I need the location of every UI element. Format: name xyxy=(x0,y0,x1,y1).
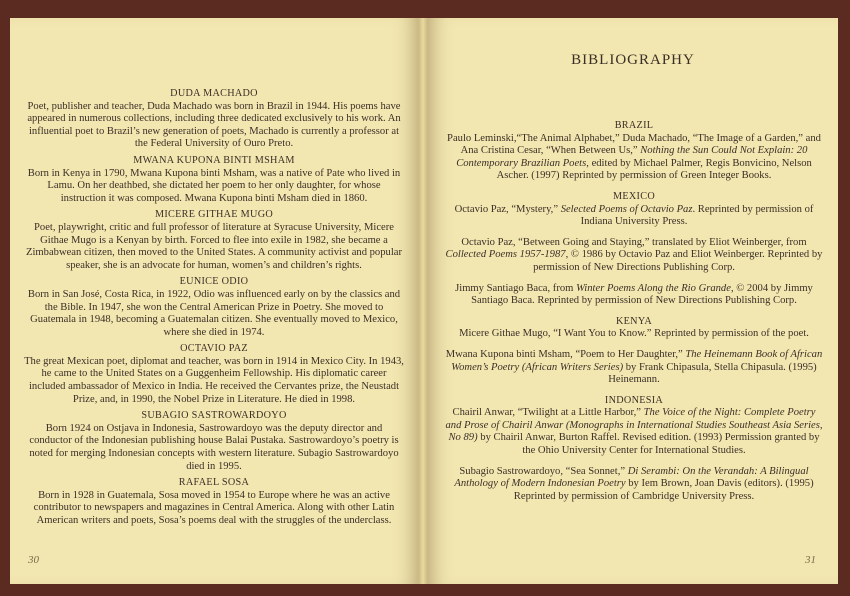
page-number-left: 30 xyxy=(28,554,39,566)
entry-text: Jimmy Santiago Baca, from xyxy=(455,282,577,294)
bibliography-entry xyxy=(444,133,824,183)
bio-subagio xyxy=(24,410,404,473)
entry-text: , edited by Michael Palmer, Regis Bonvicino, Nelson Ascher. (1997) Reprinted by permission of Green Integer Books. xyxy=(496,157,812,182)
bio-name: SUBAGIO SASTROWARDOYO xyxy=(141,410,287,422)
bio-micere-mugo xyxy=(24,209,404,272)
bio-mwana-kupona xyxy=(24,155,404,205)
bio-text: The great Mexican poet, diplomat and teacher, was born in 1914 in Mexico City. In 1943, he came to the United States on a Guggenheim Fellowship. His diplomatic career included ambassador of Mexico in India. He received the Cervantes prize, the Neustadt Prize, and, in 1990, the Nobel Prize in Literature. He died in 1998. xyxy=(24,355,404,405)
bio-duda-machado xyxy=(24,88,404,151)
bio-name: MWANA KUPONA BINTI MSHAM xyxy=(133,154,295,166)
bio-rafael-sosa xyxy=(24,477,404,527)
region-kenya xyxy=(444,316,824,387)
entry-text: Chairil Anwar, “Twilight at a Little Harbor,” xyxy=(452,407,644,419)
bio-text: Poet, playwright, critic and full professor of literature at Syracuse University, Micere Githae Mugo is a Kenyan by birth. Forced to flee into exile in 1982, she became a Zimbabwean citizen, then moved to the United States. A community activist and popular speaker, she is an advocate for human, women’s and children’s rights. xyxy=(26,221,402,271)
bio-text: Poet, publisher and teacher, Duda Machado was born in Brazil in 1944. His poems have appeared in numerous collections, including three dedicated exclusively to his work. An influential poet to Brazil’s new generation of poets, Machado is currently a professor at the Federal University of Ouro Preto. xyxy=(27,100,401,150)
entry-text: by Frank Chipasula, Stella Chipasula. (1995) Heinemann. xyxy=(608,361,817,386)
entry-title: Winter Poems Along the Rio Grande xyxy=(576,282,731,294)
region-mexico xyxy=(444,191,824,308)
bio-name: EUNICE ODIO xyxy=(179,276,249,288)
book-gutter xyxy=(418,18,428,584)
entry-title: Collected Poems 1957-1987 xyxy=(445,249,566,261)
bibliography-column xyxy=(444,120,824,511)
bio-octavio-paz xyxy=(24,343,404,406)
entry-title: The Heinemann Book of African Women’s Poetry (African Writers Series) xyxy=(451,348,823,373)
entry-text: , © 2004 by Jimmy Santiago Baca. Reprinted by permission of New Directions Publishing Corp. xyxy=(471,282,813,307)
bibliography-entry xyxy=(444,283,824,308)
left-page xyxy=(10,18,418,584)
region-name: INDONESIA xyxy=(604,394,664,406)
bio-name: DUDA MACHADO xyxy=(170,88,258,99)
entry-text: Octavio Paz, “Mystery,” xyxy=(454,203,561,215)
bio-text: Born in Kenya in 1790, Mwana Kupona binti Msham, was a native of Pate who lived in Lamu. On her deathbed, she dictated her poem to her only daughter, for whose instruction it was composed. Mwana Kupona binti Msham died in 1860. xyxy=(27,167,401,204)
bio-text: Born in 1928 in Guatemala, Sosa moved in 1954 to Europe where he was an active contributor to newspapers and magazines in Central America. Along with other Latin American writers and poets, Sosa’s poems deal with the struggles of the underclass. xyxy=(33,489,395,526)
bio-text: Born 1924 on Ostjava in Indonesia, Sastrowardoyo was the deputy director and conductor of the Indonesian publishing house Balai Pustaka. Sastrowardoyo’s poetry is noted for merging Indonesian concepts with western literature. Subagio Sastrowardoyo died in 1995. xyxy=(29,422,399,472)
bibliography-entry xyxy=(444,466,824,504)
bios-column xyxy=(24,88,404,532)
bio-text: Born in San José, Costa Rica, in 1922, Odio was influenced early on by the classics and the Bible. In 1947, she won the Central American Prize in Poetry. She moved to Guatemala in 1948, becoming a Guatemalan citizen. She eventually moved to Mexico, where she died in 1974. xyxy=(27,288,401,338)
entry-title: The Voice of the Night: Complete Poetry and Prose of Chairil Anwar (Monographs in International Studies Southeast Asia Series, No 89) xyxy=(445,407,823,444)
bibliography-entry xyxy=(444,237,824,275)
region-name: KENYA xyxy=(615,315,653,327)
right-page xyxy=(428,18,838,584)
entry-text: Mwana Kupona binti Msham, “Poem to Her Daughter,” xyxy=(445,348,686,360)
region-indonesia xyxy=(444,395,824,504)
bio-name: MICERE GITHAE MUGO xyxy=(154,209,274,221)
bibliography-entry xyxy=(444,328,824,341)
entry-text: . Reprinted by permission of Indiana University Press. xyxy=(580,203,814,228)
entry-text: by Iem Brown, Joan Davis (editors). (1995) Reprinted by permission of Cambridge University Press. xyxy=(513,478,814,502)
entry-text: Octavio Paz, “Between Going and Staying,” translated by Eliot Weinberger, from xyxy=(461,236,807,248)
entry-text: Subagio Sastrowardoyo, “Sea Sonnet,” xyxy=(459,465,628,477)
region-name: MEXICO xyxy=(613,190,655,202)
bibliography-heading: BIBLIOGRAPHY xyxy=(571,52,695,68)
page-number-right: 31 xyxy=(805,554,816,566)
entry-text: by Chairil Anwar, Burton Raffel. Revised edition. (1993) Permission granted by the Ohio University Center for International Studies. xyxy=(477,432,820,457)
bio-name: OCTAVIO PAZ xyxy=(180,343,248,355)
region-name: BRAZIL xyxy=(614,120,654,131)
entry-title: Di Serambi: On the Verandah: A Bilingual Anthology of Modern Indonesian Poetry xyxy=(454,465,809,490)
entry-title: Nothing the Sun Could Not Explain: 20 Contemporary Brazilian Poets xyxy=(456,145,808,169)
bio-name: RAFAEL SOSA xyxy=(178,477,250,489)
bio-eunice-odio xyxy=(24,276,404,339)
entry-text: Paulo Leminski,“The Animal Alphabet,” Duda Machado, “The Image of a Garden,” and Ana Cristina Cesar, “When Between Us,” xyxy=(447,132,821,157)
entry-text: Micere Githae Mugo, “I Want You to Know.” Reprinted by permission of the poet. xyxy=(459,328,809,340)
bibliography-entry xyxy=(444,349,824,387)
bibliography-entry xyxy=(444,407,824,457)
entry-title: Selected Poems of Octavio Paz xyxy=(560,203,693,215)
bibliography-entry xyxy=(444,204,824,229)
region-brazil xyxy=(444,120,824,183)
entry-text: , © 1986 by Octavio Paz and Eliot Weinberger. Reprinted by permission of New Directions Publishing Corp. xyxy=(533,249,823,273)
